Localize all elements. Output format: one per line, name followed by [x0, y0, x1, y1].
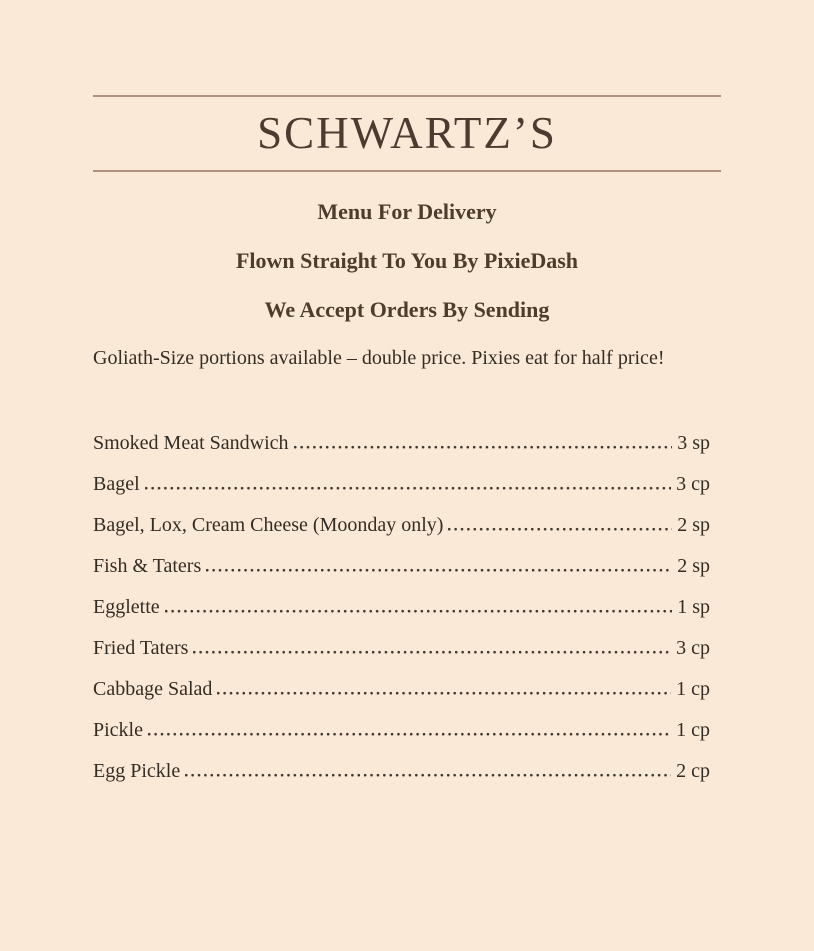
- dot-leader: [148, 732, 671, 736]
- item-name: Fried Taters: [93, 637, 189, 659]
- restaurant-title: SCHWARTZ’S: [257, 108, 557, 158]
- item-name: Bagel: [93, 473, 140, 495]
- menu-item-row: [93, 676, 710, 702]
- item-name: Egg Pickle: [93, 760, 181, 782]
- menu-item-row: [93, 471, 710, 497]
- item-price: 1 sp: [677, 596, 710, 618]
- dot-leader: [185, 773, 671, 777]
- dot-leader: [448, 527, 672, 531]
- item-price: 2 sp: [677, 514, 710, 536]
- dot-leader: [193, 650, 671, 654]
- item-price: 2 cp: [676, 760, 710, 782]
- item-price: 3 cp: [676, 473, 710, 495]
- item-name: Pickle: [93, 719, 143, 741]
- portions-note: Goliath-Size portions available – double price. Pixies eat for half price!: [93, 347, 665, 369]
- subheader-block: [0, 198, 814, 324]
- dot-leader: [145, 486, 671, 490]
- menu-item-row: [93, 553, 710, 579]
- item-name: Smoked Meat Sandwich: [93, 432, 289, 454]
- item-price: 1 cp: [676, 719, 710, 741]
- title-bottom-divider: [93, 170, 721, 172]
- dot-leader: [206, 568, 672, 572]
- menu-item-row: [93, 594, 710, 620]
- item-price: 3 cp: [676, 637, 710, 659]
- item-name: Fish & Taters: [93, 555, 202, 577]
- subheader-line-1: Menu For Delivery: [317, 199, 497, 224]
- menu-item-row: [93, 635, 710, 661]
- dot-leader: [165, 609, 673, 613]
- menu-page: [0, 95, 814, 951]
- menu-item-list: [0, 430, 814, 784]
- menu-item-row: [93, 512, 710, 538]
- menu-item-row: [93, 717, 710, 743]
- item-price: 2 sp: [677, 555, 710, 577]
- dot-leader: [294, 445, 673, 449]
- dot-leader: [217, 691, 671, 695]
- menu-item-row: [93, 430, 710, 456]
- item-price: 1 cp: [676, 678, 710, 700]
- subheader-line-3: We Accept Orders By Sending: [264, 297, 550, 322]
- menu-item-row: [93, 758, 710, 784]
- item-name: Egglette: [93, 596, 160, 618]
- item-price: 3 sp: [677, 432, 710, 454]
- item-name: Cabbage Salad: [93, 678, 213, 700]
- item-name: Bagel, Lox, Cream Cheese (Moonday only): [93, 514, 444, 536]
- subheader-line-2: Flown Straight To You By PixieDash: [235, 248, 579, 273]
